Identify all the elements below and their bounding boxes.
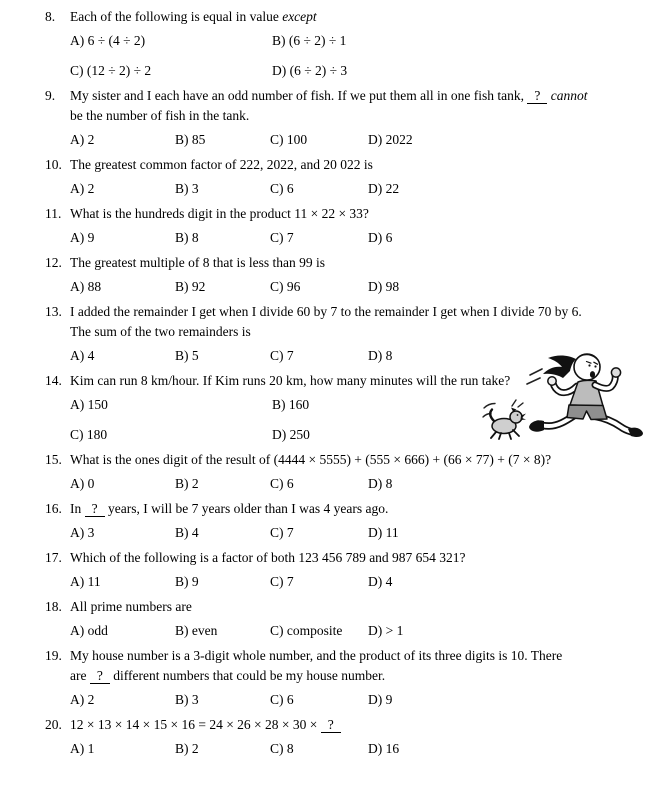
option-b: B) 92 [175, 279, 206, 294]
question-body [70, 450, 616, 494]
option-c: C) composite [270, 623, 343, 638]
option-b: B) even [175, 623, 218, 638]
question-body [70, 204, 616, 248]
question-item [45, 548, 616, 592]
dog-figure [483, 400, 526, 439]
answer-blank: ? [527, 88, 547, 104]
option-a: A) 1 [70, 741, 95, 756]
option-d: D) 98 [368, 279, 400, 294]
options-row [70, 61, 616, 81]
question-number: 19. [45, 648, 62, 663]
option-c: C) 180 [70, 427, 108, 442]
question-number: 18. [45, 599, 62, 614]
option-c: C) 7 [270, 348, 294, 363]
stem-text: are [70, 668, 90, 683]
question-number: 10. [45, 157, 62, 172]
stem-text: My sister and I each have an odd number of fish. If we put them all in one fish tank, [70, 88, 528, 103]
options-row [70, 572, 616, 592]
stem-text: Which of the following is a factor of both 123 456 789 and 987 654 321? [70, 550, 466, 565]
question-body [70, 646, 616, 710]
options-row [70, 179, 616, 199]
option-c: C) (12 ÷ 2) ÷ 2 [70, 63, 152, 78]
question-body [70, 7, 616, 81]
option-d: D) (6 ÷ 2) ÷ 3 [272, 63, 348, 78]
stem-text: The greatest common factor of 222, 2022, and 20 022 is [70, 157, 373, 172]
option-c: C) 7 [270, 525, 294, 540]
stem-text: I added the remainder I get when I divide 60 by 7 to the remainder I get when I divide 70 by 6. [70, 304, 582, 319]
option-d: D) 4 [368, 574, 393, 589]
option-d: D) 8 [368, 348, 393, 363]
option-b: B) 2 [175, 476, 199, 491]
question-number: 14. [45, 373, 62, 388]
question-number: 13. [45, 304, 62, 319]
question-stem [70, 302, 616, 322]
option-a: A) 3 [70, 525, 95, 540]
stem-text: All prime numbers are [70, 599, 192, 614]
options-row [70, 130, 616, 150]
question-stem [70, 646, 616, 666]
question-body [70, 499, 616, 543]
option-d: D) 6 [368, 230, 393, 245]
question-body [70, 597, 616, 641]
option-a: A) 2 [70, 692, 95, 707]
stem-text: 12 × 13 × 14 × 15 × 16 = 24 × 26 × 28 × 30 × [70, 717, 321, 732]
option-d: D) 11 [368, 525, 399, 540]
options-row [70, 739, 616, 759]
question-body [70, 548, 616, 592]
options-row [70, 474, 616, 494]
option-c: C) 96 [270, 279, 301, 294]
question-item [45, 86, 616, 150]
option-d: D) 250 [272, 427, 310, 442]
question-stem [70, 715, 616, 735]
options-row [70, 228, 616, 248]
option-b: B) 8 [175, 230, 199, 245]
question-stem [70, 204, 616, 224]
question-item [45, 646, 616, 710]
option-a: A) 4 [70, 348, 95, 363]
option-b: B) (6 ÷ 2) ÷ 1 [272, 33, 347, 48]
option-b: B) 5 [175, 348, 199, 363]
question-stem [70, 499, 616, 519]
option-b: B) 4 [175, 525, 199, 540]
option-b: B) 3 [175, 692, 199, 707]
option-b: B) 160 [272, 397, 310, 412]
question-item [45, 155, 616, 199]
option-a: A) 6 ÷ (4 ÷ 2) [70, 33, 146, 48]
question-item [45, 499, 616, 543]
option-d: D) 16 [368, 741, 400, 756]
stem-text: My house number is a 3-digit whole number, and the product of its three digits is 10. There [70, 648, 563, 663]
question-number: 8. [45, 9, 56, 24]
question-number: 15. [45, 452, 62, 467]
option-d: D) 22 [368, 181, 400, 196]
option-b: B) 85 [175, 132, 206, 147]
stem-text: What is the hundreds digit in the product 11 × 22 × 33? [70, 206, 369, 221]
option-a: A) 9 [70, 230, 95, 245]
question-stem [70, 597, 616, 617]
option-b: B) 3 [175, 181, 199, 196]
question-item [45, 253, 616, 297]
stem-text: Kim can run 8 km/hour. If Kim runs 20 km, how many minutes will the run take? [70, 373, 511, 388]
option-c: C) 6 [270, 476, 294, 491]
option-a: A) 2 [70, 132, 95, 147]
question-stem [70, 155, 616, 175]
option-a: A) 150 [70, 397, 108, 412]
option-c: C) 100 [270, 132, 308, 147]
option-d: D) > 1 [368, 623, 404, 638]
question-stem [70, 450, 616, 470]
question-item [45, 204, 616, 248]
girl-figure [527, 354, 643, 437]
question-number: 12. [45, 255, 62, 270]
question-number: 20. [45, 717, 62, 732]
question-item [45, 597, 616, 641]
question-number: 11. [45, 206, 62, 221]
option-d: D) 2022 [368, 132, 413, 147]
question-stem [70, 322, 616, 342]
stem-text: except [282, 9, 317, 24]
question-body [70, 155, 616, 199]
stem-text: cannot [550, 88, 588, 103]
option-b: B) 2 [175, 741, 199, 756]
runner-illustration [482, 347, 648, 443]
answer-blank: ? [90, 668, 110, 684]
question-stem [70, 666, 616, 686]
question-number: 16. [45, 501, 62, 516]
stem-text: different numbers that could be my house number. [109, 668, 386, 683]
question-item [45, 7, 616, 81]
option-c: C) 7 [270, 574, 294, 589]
option-c: C) 7 [270, 230, 294, 245]
question-body [70, 715, 616, 759]
stem-text: In [70, 501, 85, 516]
question-number: 17. [45, 550, 62, 565]
option-c: C) 8 [270, 741, 294, 756]
question-stem [70, 106, 616, 126]
options-row [70, 31, 616, 51]
option-c: C) 6 [270, 692, 294, 707]
stem-text: years, I will be 7 years older than I was 4 years ago. [104, 501, 389, 516]
options-row [70, 690, 616, 710]
option-d: D) 8 [368, 476, 393, 491]
stem-text: be the number of fish in the tank. [70, 108, 250, 123]
question-stem [70, 548, 616, 568]
question-item [45, 715, 616, 759]
stem-text: Each of the following is equal in value [70, 9, 283, 24]
question-stem [70, 253, 616, 273]
option-a: A) odd [70, 623, 108, 638]
question-body [70, 253, 616, 297]
options-row [70, 621, 616, 641]
question-body [70, 86, 616, 150]
options-row [70, 277, 616, 297]
option-a: A) 88 [70, 279, 102, 294]
option-b: B) 9 [175, 574, 199, 589]
options-row [70, 523, 616, 543]
question-stem [70, 86, 616, 106]
option-a: A) 2 [70, 181, 95, 196]
stem-text: What is the ones digit of the result of (4444 × 5555) + (555 × 666) + (66 × 77) + (7 × 8)? [70, 452, 552, 467]
question-stem [70, 7, 616, 27]
option-d: D) 9 [368, 692, 393, 707]
option-a: A) 11 [70, 574, 101, 589]
answer-blank: ? [85, 501, 105, 517]
question-number: 9. [45, 88, 56, 103]
question-item [45, 450, 616, 494]
stem-text: The greatest multiple of 8 that is less than 99 is [70, 255, 325, 270]
stem-text: The sum of the two remainders is [70, 324, 251, 339]
option-a: A) 0 [70, 476, 95, 491]
option-c: C) 6 [270, 181, 294, 196]
answer-blank: ? [321, 717, 341, 733]
